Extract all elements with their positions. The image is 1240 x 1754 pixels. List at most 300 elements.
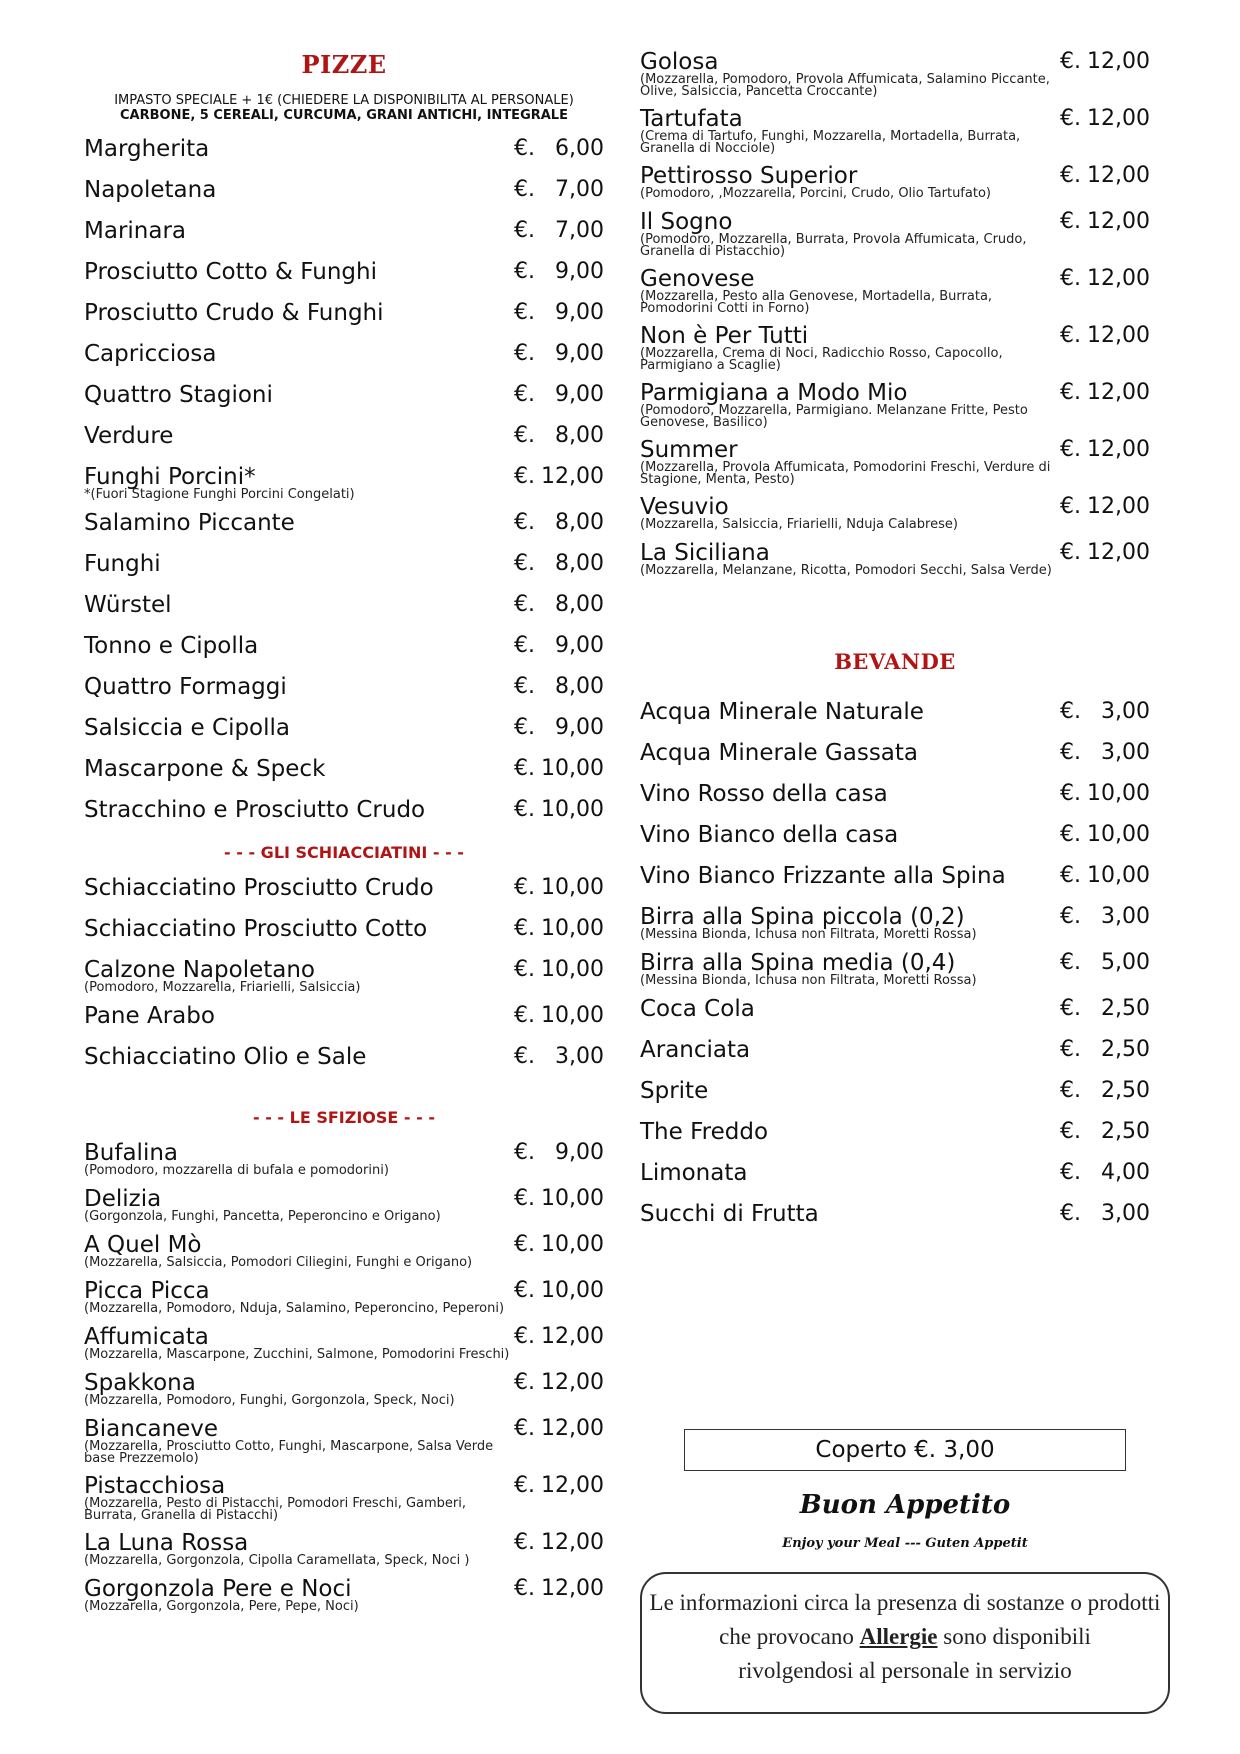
item-price	[1060, 780, 1150, 808]
price-value: 12,00	[541, 1416, 604, 1441]
item-price	[1060, 1077, 1150, 1105]
item-name: Stracchino e Prosciutto Crudo	[84, 797, 426, 823]
sfiziose-list	[84, 1139, 604, 1621]
item-name: La Luna Rossa	[84, 1530, 249, 1556]
item-name: Prosciutto Cotto & Funghi	[84, 259, 377, 285]
item-description: (Messina Bionda, Ichusa non Filtrata, Moretti Rossa)	[640, 927, 977, 942]
price-value: 2,50	[1101, 1119, 1150, 1144]
price-value: 4,00	[1101, 1160, 1150, 1185]
menu-item	[84, 463, 604, 509]
menu-item	[84, 1002, 604, 1043]
item-name: Capricciosa	[84, 341, 217, 367]
currency-symbol: €.	[514, 259, 535, 284]
menu-item	[640, 698, 1150, 739]
item-name: Quattro Stagioni	[84, 382, 273, 408]
currency-symbol: €.	[1060, 904, 1081, 929]
menu-item	[640, 162, 1150, 208]
currency-symbol: €.	[514, 1324, 535, 1349]
menu-item	[84, 1529, 604, 1575]
price-value: 10,00	[541, 1186, 604, 1211]
menu-item	[640, 821, 1150, 862]
price-value: 3,00	[1101, 740, 1150, 765]
currency-symbol: €.	[1060, 781, 1081, 806]
menu-item	[640, 862, 1150, 903]
item-price	[514, 135, 604, 163]
item-name: Schiacciatino Olio e Sale	[84, 1044, 367, 1070]
item-price	[1060, 162, 1150, 190]
item-price	[514, 673, 604, 701]
menu-item	[84, 1472, 604, 1529]
item-name: Tonno e Cipolla	[84, 633, 259, 659]
item-price	[514, 1529, 604, 1557]
menu-item	[640, 780, 1150, 821]
item-price	[514, 632, 604, 660]
item-price	[514, 956, 604, 984]
item-description: (Mozzarella, Pomodoro, Funghi, Gorgonzola, Speck, Noci)	[84, 1393, 455, 1408]
bevande-list	[640, 698, 1150, 1241]
item-name: Birra alla Spina piccola (0,2)	[640, 904, 965, 930]
menu-item	[84, 176, 604, 217]
currency-symbol: €.	[514, 464, 535, 489]
item-price	[514, 381, 604, 409]
price-value: 10,00	[541, 916, 604, 941]
sfiziose-title: - - - LE SFIZIOSE - - -	[253, 1108, 435, 1127]
item-name: Vesuvio	[640, 494, 729, 520]
item-description: (Pomodoro, mozzarella di bufala e pomodorini)	[84, 1163, 389, 1178]
item-description: (Mozzarella, Salsiccia, Friarielli, Nduja Calabrese)	[640, 517, 958, 532]
menu-item	[640, 1118, 1150, 1159]
item-price	[1060, 862, 1150, 890]
item-price	[514, 915, 604, 943]
allergy-line-1: Le informazioni circa la presenza di sostanze o prodotti	[649, 1590, 1161, 1615]
item-name: Vino Rosso della casa	[640, 781, 888, 807]
buon-appetito: Buon Appetito	[799, 1490, 1011, 1520]
item-price	[514, 509, 604, 537]
menu-item	[640, 1159, 1150, 1200]
item-price	[1060, 995, 1150, 1023]
currency-symbol: €.	[1060, 209, 1081, 234]
currency-symbol: €.	[514, 218, 535, 243]
menu-item	[84, 755, 604, 796]
currency-symbol: €.	[514, 592, 535, 617]
currency-symbol: €.	[514, 1044, 535, 1069]
item-price	[1060, 322, 1150, 350]
item-description: (Gorgonzola, Funghi, Pancetta, Peperoncino e Origano)	[84, 1209, 441, 1224]
price-value: 10,00	[541, 957, 604, 982]
currency-symbol: €.	[1060, 540, 1081, 565]
item-name: Golosa	[640, 49, 719, 75]
currency-symbol: €.	[514, 1370, 535, 1395]
item-price	[1060, 903, 1150, 931]
item-name: Acqua Minerale Naturale	[640, 699, 924, 725]
item-name: Marinara	[84, 218, 187, 244]
item-price	[514, 1369, 604, 1397]
currency-symbol: €.	[514, 1003, 535, 1028]
item-price	[514, 591, 604, 619]
item-price	[514, 258, 604, 286]
currency-symbol: €.	[514, 875, 535, 900]
currency-symbol: €.	[514, 510, 535, 535]
item-description: *(Fuori Stagione Funghi Porcini Congelati)	[84, 487, 355, 502]
item-price	[1060, 1036, 1150, 1064]
item-name: Acqua Minerale Gassata	[640, 740, 919, 766]
item-price	[1060, 436, 1150, 464]
price-value: 12,00	[1087, 323, 1150, 348]
menu-item	[84, 1369, 604, 1415]
item-price	[1060, 265, 1150, 293]
currency-symbol: €.	[1060, 1160, 1081, 1185]
item-price	[514, 176, 604, 204]
item-description: (Mozzarella, Provola Affumicata, Pomodorini Freschi, Verdure di Stagione, Menta, Pesto)	[640, 460, 1051, 487]
item-price	[1060, 379, 1150, 407]
price-value: 12,00	[541, 464, 604, 489]
currency-symbol: €.	[514, 1530, 535, 1555]
allergy-pre: che provocano	[719, 1624, 854, 1649]
item-price	[514, 874, 604, 902]
currency-symbol: €.	[514, 1473, 535, 1498]
item-name: Funghi Porcini*	[84, 464, 256, 490]
item-name: Schiacciatino Prosciutto Crudo	[84, 875, 434, 901]
item-name: Bufalina	[84, 1140, 178, 1166]
price-value: 12,00	[1087, 437, 1150, 462]
item-name: Vino Bianco Frizzante alla Spina	[640, 863, 1006, 889]
menu-item	[84, 1185, 604, 1231]
item-name: Salsiccia e Cipolla	[84, 715, 291, 741]
menu-item	[84, 796, 604, 837]
item-price	[514, 217, 604, 245]
price-value: 9,00	[555, 259, 604, 284]
currency-symbol: €.	[514, 1416, 535, 1441]
price-value: 10,00	[541, 1278, 604, 1303]
allergy-post: sono disponibili	[943, 1624, 1091, 1649]
currency-symbol: €.	[514, 916, 535, 941]
menu-item	[84, 1415, 604, 1472]
item-price	[1060, 48, 1150, 76]
allergy-word: Allergie	[859, 1624, 938, 1649]
price-value: 12,00	[541, 1530, 604, 1555]
price-value: 10,00	[541, 875, 604, 900]
price-value: 8,00	[555, 423, 604, 448]
price-value: 12,00	[541, 1576, 604, 1601]
coperto-box: Coperto €. 3,00	[684, 1429, 1126, 1471]
item-description: (Mozzarella, Melanzane, Ricotta, Pomodori Secchi, Salsa Verde)	[640, 563, 1052, 578]
item-name: Vino Bianco della casa	[640, 822, 899, 848]
item-name: Funghi	[84, 551, 161, 577]
price-value: 10,00	[1087, 822, 1150, 847]
currency-symbol: €.	[514, 1576, 535, 1601]
price-value: 2,50	[1101, 1078, 1150, 1103]
menu-item	[84, 550, 604, 591]
menu-item	[640, 436, 1150, 493]
item-name: Delizia	[84, 1186, 162, 1212]
item-description: (Crema di Tartufo, Funghi, Mozzarella, Mortadella, Burrata, Granella di Nocciole)	[640, 129, 1021, 156]
menu-item	[640, 1077, 1150, 1118]
item-price	[514, 796, 604, 824]
menu-item	[84, 299, 604, 340]
item-name: Schiacciatino Prosciutto Cotto	[84, 916, 428, 942]
price-value: 12,00	[1087, 540, 1150, 565]
price-value: 3,00	[1101, 904, 1150, 929]
schiacciatini-list	[84, 874, 604, 1084]
item-name: Spakkona	[84, 1370, 196, 1396]
currency-symbol: €.	[1060, 822, 1081, 847]
menu-item	[84, 591, 604, 632]
menu-item	[640, 739, 1150, 780]
item-name: Salamino Piccante	[84, 510, 295, 536]
menu-item	[640, 208, 1150, 265]
currency-symbol: €.	[1060, 996, 1081, 1021]
item-price	[1060, 208, 1150, 236]
menu-item	[640, 903, 1150, 949]
item-price	[1060, 1118, 1150, 1146]
currency-symbol: €.	[1060, 950, 1081, 975]
item-name: Affumicata	[84, 1324, 209, 1350]
currency-symbol: €.	[514, 551, 535, 576]
item-description: (Mozzarella, Gorgonzola, Pere, Pepe, Noci)	[84, 1599, 359, 1614]
item-price	[1060, 739, 1150, 767]
item-price	[514, 1185, 604, 1213]
price-value: 3,00	[1101, 1201, 1150, 1226]
item-name: Coca Cola	[640, 996, 755, 1022]
item-price	[514, 1277, 604, 1305]
price-value: 10,00	[1087, 863, 1150, 888]
menu-item	[640, 48, 1150, 105]
item-price	[1060, 105, 1150, 133]
item-name: Napoletana	[84, 177, 217, 203]
currency-symbol: €.	[514, 1186, 535, 1211]
item-price	[1060, 698, 1150, 726]
currency-symbol: €.	[514, 715, 535, 740]
item-name: Birra alla Spina media (0,4)	[640, 950, 956, 976]
price-value: 5,00	[1101, 950, 1150, 975]
item-price	[514, 1002, 604, 1030]
item-description: (Mozzarella, Pomodoro, Provola Affumicata, Salamino Piccante, Olive, Salsiccia, Pancetta Croccante)	[640, 72, 1050, 99]
price-value: 12,00	[541, 1370, 604, 1395]
item-name: Sprite	[640, 1078, 709, 1104]
menu-item	[84, 1139, 604, 1185]
currency-symbol: €.	[514, 797, 535, 822]
item-name: Aranciata	[640, 1037, 751, 1063]
currency-symbol: €.	[1060, 106, 1081, 131]
menu-item	[640, 265, 1150, 322]
currency-symbol: €.	[1060, 1078, 1081, 1103]
currency-symbol: €.	[1060, 863, 1081, 888]
price-value: 8,00	[555, 551, 604, 576]
bevande-title: BEVANDE	[834, 649, 956, 674]
price-value: 9,00	[555, 300, 604, 325]
item-name: Gorgonzola Pere e Noci	[84, 1576, 352, 1602]
menu-item	[640, 949, 1150, 995]
item-price	[514, 1139, 604, 1167]
currency-symbol: €.	[514, 341, 535, 366]
impasto-note: IMPASTO SPECIALE + 1€ (CHIEDERE LA DISPONIBILITA AL PERSONALE)	[114, 93, 574, 108]
item-description: (Mozzarella, Mascarpone, Zucchini, Salmone, Pomodorini Freschi)	[84, 1347, 510, 1362]
currency-symbol: €.	[1060, 323, 1081, 348]
item-description: (Mozzarella, Pesto alla Genovese, Mortadella, Burrata, Pomodorini Cotti in Forno)	[640, 289, 993, 316]
menu-item	[640, 1036, 1150, 1077]
currency-symbol: €.	[514, 1232, 535, 1257]
item-name: Würstel	[84, 592, 172, 618]
price-value: 7,00	[555, 218, 604, 243]
price-value: 12,00	[1087, 163, 1150, 188]
item-name: La Siciliana	[640, 540, 770, 566]
item-name: Quattro Formaggi	[84, 674, 287, 700]
item-description: (Pomodoro, Mozzarella, Friarielli, Salsiccia)	[84, 980, 361, 995]
price-value: 9,00	[555, 341, 604, 366]
allergy-line-3: rivolgendosi al personale in servizio	[738, 1658, 1072, 1683]
price-value: 9,00	[555, 633, 604, 658]
item-name: Genovese	[640, 266, 755, 292]
item-name: Pettirosso Superior	[640, 163, 858, 189]
menu-item	[84, 1277, 604, 1323]
item-name: Limonata	[640, 1160, 748, 1186]
item-price	[1060, 949, 1150, 977]
currency-symbol: €.	[514, 1278, 535, 1303]
menu-item	[84, 340, 604, 381]
price-value: 10,00	[541, 797, 604, 822]
menu-item	[84, 381, 604, 422]
currency-symbol: €.	[514, 674, 535, 699]
price-value: 12,00	[541, 1324, 604, 1349]
item-price	[514, 299, 604, 327]
currency-symbol: €.	[1060, 1201, 1081, 1226]
menu-item	[84, 217, 604, 258]
item-price	[514, 463, 604, 491]
menu-item	[84, 258, 604, 299]
item-price	[514, 550, 604, 578]
currency-symbol: €.	[514, 1140, 535, 1165]
menu-item	[640, 105, 1150, 162]
currency-symbol: €.	[1060, 49, 1081, 74]
item-price	[514, 340, 604, 368]
menu-item	[640, 493, 1150, 539]
price-value: 10,00	[541, 1003, 604, 1028]
menu-item	[640, 379, 1150, 436]
price-value: 12,00	[541, 1473, 604, 1498]
pizze-title: PIZZE	[301, 50, 387, 79]
price-value: 10,00	[541, 1232, 604, 1257]
item-price	[514, 1415, 604, 1443]
currency-symbol: €.	[1060, 699, 1081, 724]
item-price	[514, 1231, 604, 1259]
menu-item	[84, 714, 604, 755]
currency-symbol: €.	[514, 957, 535, 982]
price-value: 3,00	[555, 1044, 604, 1069]
price-value: 10,00	[541, 756, 604, 781]
item-name: Il Sogno	[640, 209, 733, 235]
item-name: Pistacchiosa	[84, 1473, 226, 1499]
menu-item	[640, 322, 1150, 379]
item-description: (Mozzarella, Crema di Noci, Radicchio Rosso, Capocollo, Parmigiano a Scaglie)	[640, 346, 1003, 373]
currency-symbol: €.	[514, 177, 535, 202]
price-value: 7,00	[555, 177, 604, 202]
price-value: 10,00	[1087, 781, 1150, 806]
item-name: Prosciutto Crudo & Funghi	[84, 300, 384, 326]
item-name: Non è Per Tutti	[640, 323, 809, 349]
item-name: Tartufata	[640, 106, 743, 132]
item-price	[514, 422, 604, 450]
price-value: 9,00	[555, 1140, 604, 1165]
item-description: (Mozzarella, Gorgonzola, Cipolla Caramellata, Speck, Noci )	[84, 1553, 470, 1568]
item-name: Summer	[640, 437, 738, 463]
item-description: (Pomodoro, ,Mozzarella, Porcini, Crudo, Olio Tartufato)	[640, 186, 991, 201]
item-description: (Pomodoro, Mozzarella, Parmigiano. Melanzane Fritte, Pesto Genovese, Basilico)	[640, 403, 1028, 430]
item-price	[1060, 1200, 1150, 1228]
menu-item	[84, 632, 604, 673]
item-name: A Quel Mò	[84, 1232, 202, 1258]
price-value: 9,00	[555, 715, 604, 740]
enjoy-your-meal: Enjoy your Meal --- Guten Appetit	[782, 1536, 1028, 1551]
currency-symbol: €.	[1060, 1119, 1081, 1144]
currency-symbol: €.	[514, 633, 535, 658]
currency-symbol: €.	[1060, 1037, 1081, 1062]
item-description: (Messina Bionda, Ichusa non Filtrata, Moretti Rossa)	[640, 973, 977, 988]
item-name: Picca Picca	[84, 1278, 210, 1304]
price-value: 2,50	[1101, 996, 1150, 1021]
price-value: 8,00	[555, 674, 604, 699]
currency-symbol: €.	[1060, 740, 1081, 765]
menu-item	[640, 539, 1150, 585]
item-name: Mascarpone & Speck	[84, 756, 326, 782]
menu-item	[84, 1575, 604, 1621]
price-value: 6,00	[555, 136, 604, 161]
price-value: 8,00	[555, 592, 604, 617]
item-price	[514, 755, 604, 783]
item-name: Succhi di Frutta	[640, 1201, 819, 1227]
currency-symbol: €.	[1060, 380, 1081, 405]
menu-item	[84, 422, 604, 463]
item-name: The Freddo	[640, 1119, 769, 1145]
price-value: 12,00	[1087, 380, 1150, 405]
allergy-line-2	[642, 1620, 1168, 1654]
item-price	[1060, 821, 1150, 849]
right-column	[640, 48, 1150, 1241]
menu-item	[84, 135, 604, 176]
menu-item	[84, 673, 604, 714]
price-value: 12,00	[1087, 266, 1150, 291]
schiacciatini-title: - - - GLI SCHIACCIATINI - - -	[224, 843, 464, 862]
item-name: Parmigiana a Modo Mio	[640, 380, 908, 406]
currency-symbol: €.	[1060, 437, 1081, 462]
left-column	[84, 50, 604, 1621]
allergy-notice	[640, 1572, 1170, 1714]
menu-item	[640, 1200, 1150, 1241]
price-value: 3,00	[1101, 699, 1150, 724]
currency-symbol: €.	[1060, 494, 1081, 519]
price-value: 2,50	[1101, 1037, 1150, 1062]
price-value: 12,00	[1087, 209, 1150, 234]
item-price	[514, 1043, 604, 1071]
item-description: (Pomodoro, Mozzarella, Burrata, Provola Affumicata, Crudo, Granella di Pistacchio)	[640, 232, 1027, 259]
currency-symbol: €.	[1060, 163, 1081, 188]
menu-item	[640, 995, 1150, 1036]
menu-item	[84, 1043, 604, 1084]
price-value: 12,00	[1087, 49, 1150, 74]
item-price	[514, 714, 604, 742]
item-price	[514, 1575, 604, 1603]
item-price	[514, 1323, 604, 1351]
item-name: Pane Arabo	[84, 1003, 215, 1029]
menu-item	[84, 1323, 604, 1369]
item-name: Biancaneve	[84, 1416, 219, 1442]
item-description: (Mozzarella, Pomodoro, Nduja, Salamino, Peperoncino, Peperoni)	[84, 1301, 505, 1316]
item-price	[1060, 539, 1150, 567]
price-value: 12,00	[1087, 106, 1150, 131]
item-price	[1060, 1159, 1150, 1187]
item-name: Verdure	[84, 423, 174, 449]
price-value: 8,00	[555, 510, 604, 535]
item-name: Calzone Napoletano	[84, 957, 315, 983]
